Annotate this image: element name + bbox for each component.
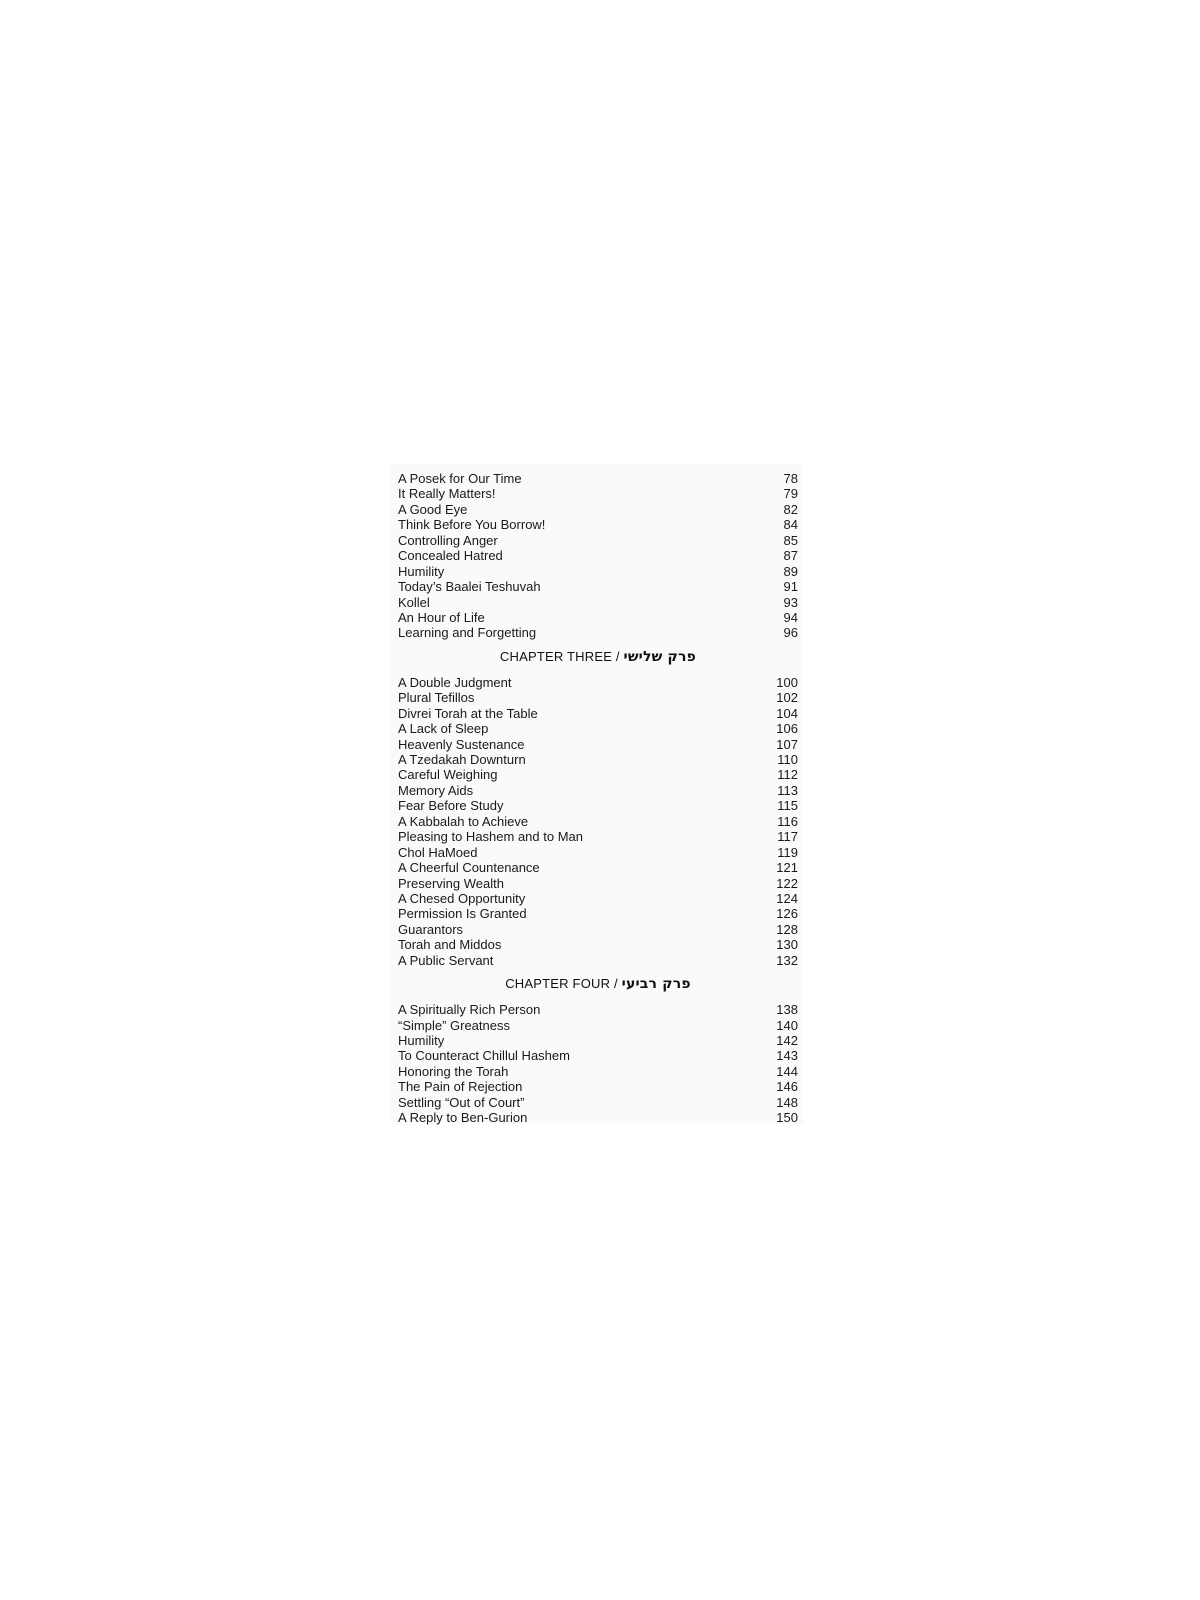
entry-page: 119 [777, 844, 798, 860]
toc-entry[interactable] [398, 767, 798, 782]
entry-title: A Good Eye [398, 501, 468, 517]
entry-page: 117 [777, 829, 798, 845]
entry-page: 106 [776, 721, 798, 737]
toc-entry[interactable] [398, 517, 798, 532]
toc-entry[interactable] [398, 471, 798, 486]
toc-entry[interactable] [398, 610, 798, 625]
toc-entry[interactable] [398, 752, 798, 767]
entry-title: Humility [398, 1033, 445, 1048]
entry-page: 116 [777, 813, 798, 829]
entry-page: 140 [776, 1017, 798, 1033]
chapter-heading [398, 645, 798, 669]
entry-page: 112 [777, 767, 798, 783]
entry-title: Divrei Torah at the Table [398, 705, 538, 721]
toc-entry[interactable] [398, 922, 798, 937]
entry-page: 132 [776, 952, 798, 968]
entry-title: Think Before You Borrow! [398, 517, 546, 533]
entry-page: 102 [776, 690, 798, 706]
entry-page: 84 [783, 517, 798, 533]
entry-title: Fear Before Study [398, 798, 504, 814]
entry-title: A Spiritually Rich Person [398, 1002, 541, 1018]
toc-entry[interactable] [398, 798, 798, 813]
entry-page: 150 [776, 1110, 798, 1126]
toc-entry[interactable] [398, 564, 798, 579]
entry-page: 104 [776, 705, 798, 721]
entry-title: Preserving Wealth [398, 875, 504, 891]
entry-page: 126 [776, 906, 798, 922]
chapter-heading [398, 972, 798, 996]
toc-entry[interactable] [398, 721, 798, 736]
entry-page: 138 [776, 1002, 798, 1018]
entry-title: “Simple” Greatness [398, 1017, 510, 1033]
toc-entry[interactable] [398, 1110, 798, 1125]
toc-entry[interactable] [398, 1064, 798, 1079]
toc-entry[interactable] [398, 579, 798, 594]
entry-title: Memory Aids [398, 782, 474, 798]
entry-title: Permission Is Granted [398, 906, 527, 922]
entry-page: 130 [776, 937, 798, 953]
entry-title: Guarantors [398, 921, 464, 937]
toc-entry[interactable] [398, 906, 798, 921]
entry-title: Heavenly Sustenance [398, 736, 525, 752]
toc-entry[interactable] [398, 783, 798, 798]
entry-page: 91 [783, 579, 798, 595]
entry-title: A Double Judgment [398, 674, 512, 690]
entry-title: It Really Matters! [398, 486, 496, 502]
toc-entry[interactable] [398, 595, 798, 610]
toc-entry[interactable] [398, 625, 798, 640]
toc-entry[interactable] [398, 860, 798, 875]
entry-title: Torah and Middos [398, 937, 502, 953]
entry-page: 121 [776, 860, 798, 876]
entry-page: 94 [783, 609, 798, 625]
chapter-heading-english: CHAPTER FOUR / [505, 976, 618, 992]
entry-title: Settling “Out of Court” [398, 1094, 525, 1110]
toc-entry[interactable] [398, 502, 798, 517]
entry-title: A Public Servant [398, 952, 494, 968]
entry-page: 78 [783, 471, 798, 486]
entry-title: A Cheerful Countenance [398, 860, 540, 876]
toc-section [398, 471, 798, 641]
entry-title: Pleasing to Hashem and to Man [398, 829, 583, 845]
entry-page: 128 [776, 921, 798, 937]
entry-title: Plural Tefillos [398, 690, 475, 706]
entry-page: 124 [776, 890, 798, 906]
entry-title: A Tzedakah Downturn [398, 752, 526, 767]
entry-title: A Posek for Our Time [398, 471, 522, 486]
entry-title: A Reply to Ben-Gurion [398, 1110, 528, 1126]
entry-page: 110 [777, 752, 798, 767]
chapter-heading-hebrew: פרק שלישי [623, 648, 697, 665]
toc-entry[interactable] [398, 1079, 798, 1094]
toc-entry[interactable] [398, 953, 798, 968]
toc-section [398, 972, 798, 1126]
entry-title: Today’s Baalei Teshuvah [398, 579, 541, 595]
entry-page: 146 [776, 1079, 798, 1095]
entry-title: Humility [398, 563, 445, 579]
toc-entry[interactable] [398, 737, 798, 752]
entry-title: A Kabbalah to Achieve [398, 813, 529, 829]
entry-title: Chol HaMoed [398, 844, 478, 860]
entry-page: 82 [783, 501, 798, 517]
entry-title: Honoring the Torah [398, 1063, 509, 1079]
chapter-heading-hebrew: פרק רביעי [621, 976, 691, 993]
entry-page: 79 [783, 486, 798, 502]
entry-page: 144 [776, 1063, 798, 1079]
entry-page: 115 [777, 798, 798, 814]
toc-entry[interactable] [398, 876, 798, 891]
toc-entry[interactable] [398, 533, 798, 548]
entry-page: 122 [776, 875, 798, 891]
entry-page: 142 [776, 1033, 798, 1048]
toc-section [398, 645, 798, 968]
toc-entry[interactable] [398, 675, 798, 690]
entry-title: Kollel [398, 594, 430, 610]
entry-page: 87 [783, 548, 798, 564]
toc-entry[interactable] [398, 1018, 798, 1033]
entry-title: A Chesed Opportunity [398, 890, 526, 906]
toc-entry[interactable] [398, 486, 798, 501]
toc-entry[interactable] [398, 1033, 798, 1048]
entry-page: 89 [783, 563, 798, 579]
toc-entry[interactable] [398, 891, 798, 906]
chapter-heading-english: CHAPTER THREE / [499, 648, 620, 664]
toc-entry[interactable] [398, 1002, 798, 1017]
entry-page: 96 [783, 625, 798, 641]
entry-title: Learning and Forgetting [398, 625, 537, 641]
entry-page: 143 [776, 1048, 798, 1064]
entry-page: 85 [783, 532, 798, 548]
entry-title: An Hour of Life [398, 609, 485, 625]
entry-title: To Counteract Chillul Hashem [398, 1048, 570, 1064]
entry-page: 93 [783, 594, 798, 610]
entry-page: 100 [776, 674, 798, 690]
toc-entry[interactable] [398, 829, 798, 844]
entry-page: 148 [776, 1094, 798, 1110]
entry-title: Controlling Anger [398, 532, 498, 548]
table-of-contents [398, 471, 798, 1126]
entry-title: Concealed Hatred [398, 548, 503, 564]
toc-entry[interactable] [398, 1048, 798, 1063]
toc-entry[interactable] [398, 814, 798, 829]
entry-page: 107 [776, 736, 798, 752]
entry-title: The Pain of Rejection [398, 1079, 523, 1095]
toc-entry[interactable] [398, 548, 798, 563]
toc-entry[interactable] [398, 937, 798, 952]
toc-entry[interactable] [398, 1095, 798, 1110]
toc-entry[interactable] [398, 706, 798, 721]
toc-entry[interactable] [398, 690, 798, 705]
entry-title: A Lack of Sleep [398, 721, 489, 737]
entry-title: Careful Weighing [398, 767, 498, 783]
toc-entry[interactable] [398, 845, 798, 860]
entry-page: 113 [777, 782, 798, 798]
